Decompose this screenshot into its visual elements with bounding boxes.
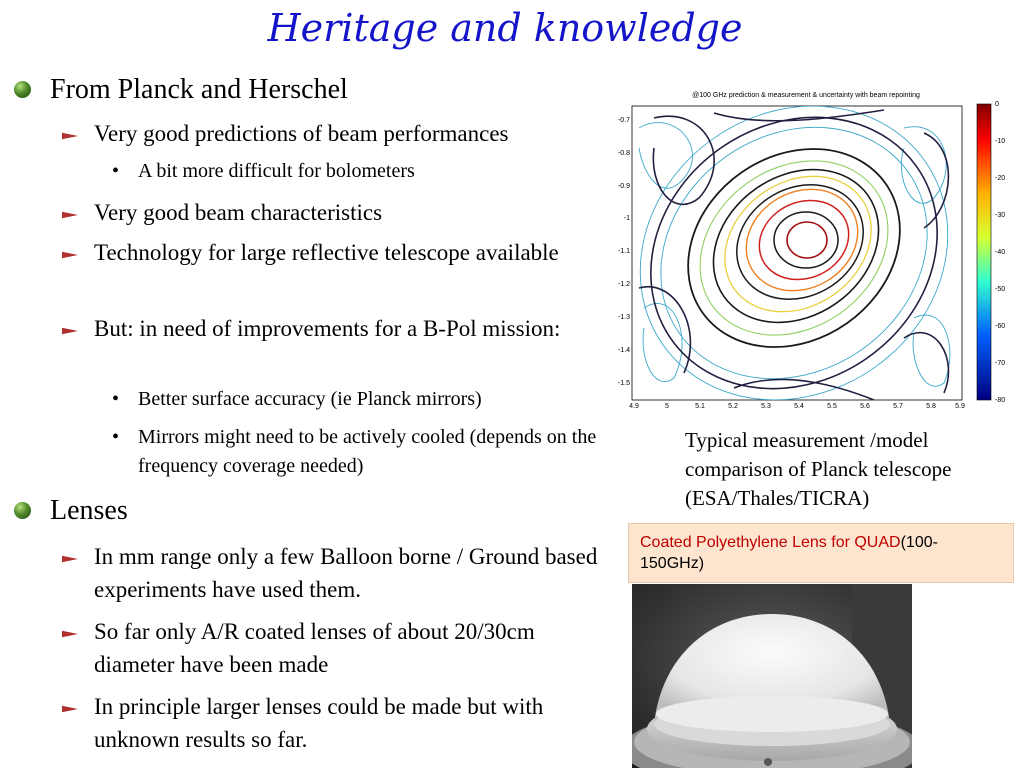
x-tick: 5.5 — [827, 403, 837, 410]
subbullet-text: Very good predictions of beam performances — [94, 121, 509, 146]
subsubbullet-text: Better surface accuracy (ie Planck mirrors) — [138, 388, 482, 410]
colorbar-tick: -50 — [995, 286, 1006, 293]
quad-lens-label-freq: (100-150GHz) — [640, 534, 938, 572]
subsubbullet-text: A bit more difficult for bolometers — [138, 160, 415, 182]
x-tick: 5.1 — [695, 403, 705, 410]
x-tick: 5.6 — [860, 403, 870, 410]
arrow-bullet-icon — [62, 328, 78, 335]
green-sphere-bullet-icon — [14, 502, 31, 519]
x-tick: 5.9 — [955, 403, 965, 410]
arrow-bullet-icon — [62, 252, 78, 259]
quad-lens-label-box — [628, 523, 1014, 583]
arrow-bullet-icon — [62, 631, 78, 638]
subbullet-text: In principle larger lenses could be made but with unknown results so far. — [94, 694, 544, 752]
x-tick: 4.9 — [629, 403, 639, 410]
x-tick: 5.2 — [728, 403, 738, 410]
quad-lens-label — [640, 532, 1000, 574]
contour-caption: Typical measurement /model comparison of Planck telescope (ESA/Thales/TICRA) — [685, 428, 952, 510]
green-sphere-bullet-icon — [14, 81, 31, 98]
y-tick: -1.4 — [617, 347, 630, 354]
arrow-bullet-icon — [62, 133, 78, 140]
contour-plot-title: @100 GHz prediction & measurement & uncertainty with beam repointing — [692, 92, 920, 99]
subsubbullet-text: Mirrors might need to be actively cooled (depends on the frequency coverage needed) — [138, 426, 597, 477]
colorbar — [977, 104, 991, 400]
y-tick: -1 — [623, 215, 630, 222]
quad-lens-label-red: Coated Polyethylene Lens for QUAD — [640, 534, 901, 551]
subbullet-text: In mm range only a few Balloon borne / Ground based experiments have used them. — [94, 544, 598, 602]
colorbar-tick: -20 — [995, 175, 1006, 182]
dot-bullet-icon: • — [112, 160, 120, 182]
lens-photo — [632, 584, 912, 768]
slide-title: Heritage and knowledge — [267, 6, 743, 50]
y-tick: -1.2 — [617, 281, 630, 288]
x-tick: 5.4 — [794, 403, 804, 410]
x-tick: 5.8 — [926, 403, 936, 410]
y-tick: -0.8 — [617, 150, 630, 157]
dot-bullet-icon: • — [112, 426, 120, 448]
y-tick: -0.7 — [617, 117, 630, 124]
subbullet-text: Technology for large reflective telescope available — [94, 240, 559, 265]
colorbar-tick: -40 — [995, 249, 1006, 256]
x-tick: 5 — [665, 403, 669, 410]
subbullet-text: So far only A/R coated lenses of about 20/30cm diameter have been made — [94, 619, 535, 677]
x-tick: 5.3 — [761, 403, 771, 410]
colorbar-tick: -10 — [995, 138, 1006, 145]
y-tick: -1.3 — [617, 314, 630, 321]
y-tick: -1.5 — [617, 380, 630, 387]
beam-contour-plot — [614, 88, 1022, 410]
bullet-text: From Planck and Herschel — [50, 74, 348, 105]
x-tick: 5.7 — [893, 403, 903, 410]
dot-bullet-icon: • — [112, 388, 120, 410]
y-tick: -0.9 — [617, 183, 630, 190]
arrow-bullet-icon — [62, 212, 78, 219]
colorbar-tick: -70 — [995, 360, 1006, 367]
arrow-bullet-icon — [62, 706, 78, 713]
colorbar-tick: -80 — [995, 397, 1006, 404]
colorbar-tick: 0 — [995, 101, 999, 108]
colorbar-tick: -60 — [995, 323, 1006, 330]
colorbar-tick: -30 — [995, 212, 1006, 219]
arrow-bullet-icon — [62, 556, 78, 563]
bullet-text: Lenses — [50, 495, 128, 526]
subbullet-text: Very good beam characteristics — [94, 200, 383, 225]
subbullet-text: But: in need of improvements for a B-Pol mission: — [94, 316, 561, 341]
y-tick: -1.1 — [617, 248, 630, 255]
